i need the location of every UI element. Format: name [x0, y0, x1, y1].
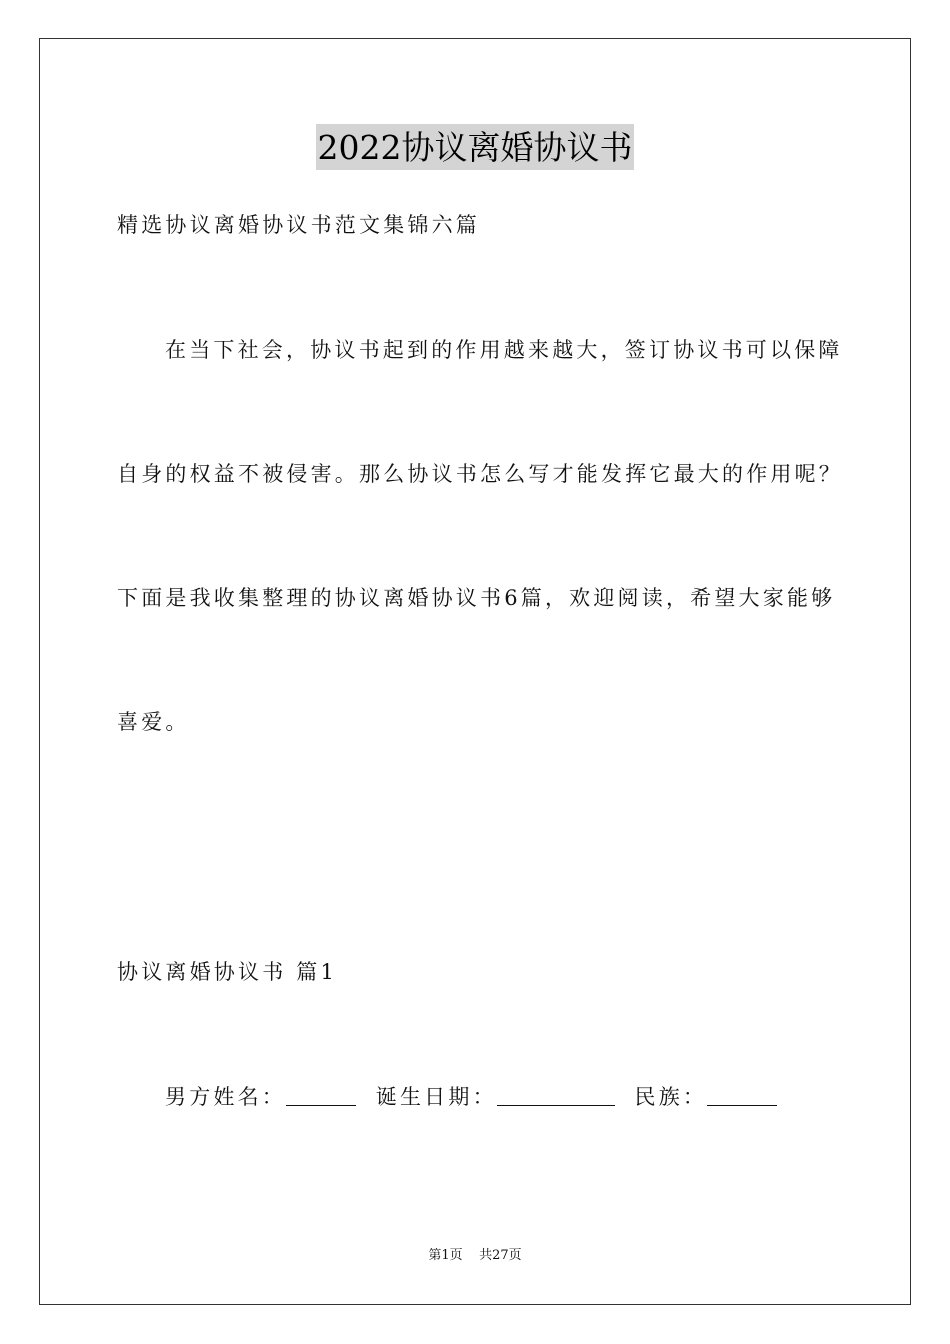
- name-label: 男方姓名：: [165, 1085, 286, 1109]
- document-subtitle: 精选协议离婚协议书范文集锦六篇: [117, 213, 480, 237]
- section-heading: 协议离婚协议书 篇1: [117, 960, 338, 984]
- page-footer: 第1页 共27页: [428, 1248, 522, 1263]
- intro-line-1: 在当下社会，协议书起到的作用越来越大，签订协议书可以保障: [165, 338, 843, 362]
- ethnicity-label: 民族：: [634, 1085, 708, 1109]
- intro-line-4: 喜爱。: [117, 710, 190, 734]
- birth-label: 诞生日期：: [375, 1085, 497, 1109]
- intro-line-2: 自身的权益不被侵害。那么协议书怎么写才能发挥它最大的作用呢？: [117, 462, 843, 486]
- document-title: 2022协议离婚协议书: [316, 124, 635, 170]
- intro-line-3: 下面是我收集整理的协议离婚协议书6篇，欢迎阅读，希望大家能够: [117, 586, 836, 610]
- name-field: [286, 1083, 356, 1106]
- ethnicity-field: [707, 1083, 777, 1106]
- birth-field: [497, 1083, 615, 1106]
- title-container: [0, 124, 950, 170]
- form-line: [165, 1083, 777, 1111]
